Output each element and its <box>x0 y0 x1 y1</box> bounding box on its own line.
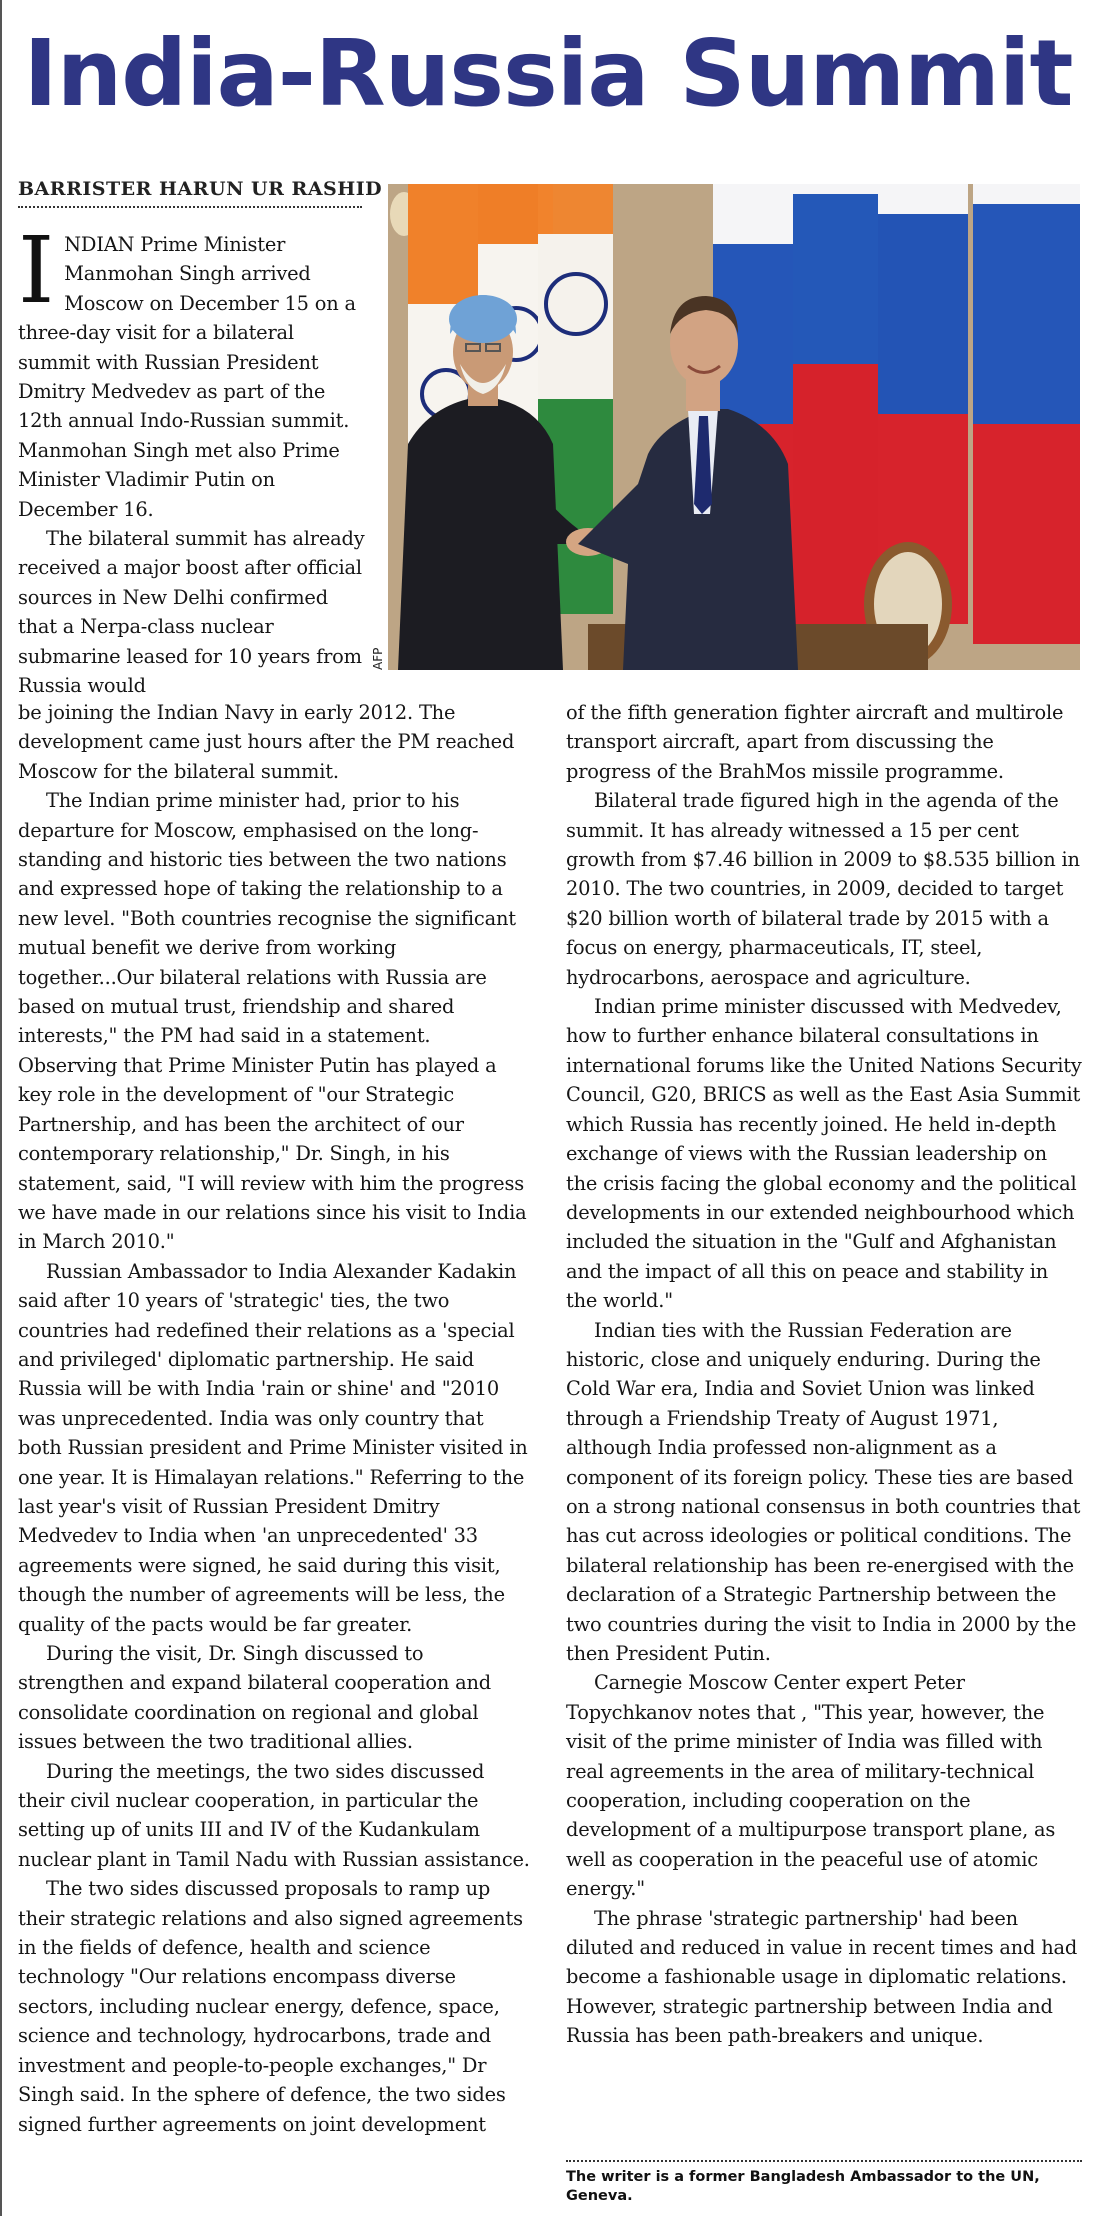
lead-text: NDIAN Prime Minister Manmohan Singh arrived Moscow on December 15 on a three-day visit for a bilateral summit with Russian President Dmitry Medvedev as part of the 12th annual Indo-Russian summit. Manmohan Singh met also Prime Minister Vladimir Putin on December 16. <box>18 233 356 521</box>
right-paragraph: Carnegie Moscow Center expert Peter Topychkanov notes that , "This year, however, the visit of the prime minister of India was filled with real agreements in the area of military-technical cooperation, including cooperation on the development of a multipurpose transport plane, as well as cooperation in the peaceful use of atomic energy." <box>566 1671 1056 1901</box>
headline: India-Russia Summit <box>23 20 1073 127</box>
left-paragraph: Russian Ambassador to India Alexander Kadakin said after 10 years of 'strategic' ties, the two countries had redefined their relations as a 'special and privileged' diplomatic partnership. He said Russia will be with India 'rain or shine' and "2010 was unprecedented. India was only country that both Russian president and Prime Minister visited in one year. It is Himalayan relations." Referring to the last year's visit of Russian President Dmitry Medvedev to India when 'an unprecedented' 33 agreements were signed, he said during this visit, though the number of agreements will be less, the quality of the pacts would be far greater. <box>18 1259 528 1636</box>
photo-credit: AFP <box>371 647 385 670</box>
left-paragraph: The Indian prime minister had, prior to his departure for Moscow, emphasised on the long-standing and historic ties between the two nations and expressed hope of taking the relationship to a new level. "Both countries recognise the significant mutual benefit we derive from working together...Our bilateral relations with Russia are based on mutual trust, friendship and shared interests," the PM had said in a statement. Observing that Prime Minister Putin has played a key role in the development of "our Strategic Partnership, and has been the architect of our contemporary relationship," Dr. Singh, in his statement, said, "I will review with him the progress we have made in our relations since his visit to India in March 2010." <box>18 789 527 1254</box>
left-paragraph: During the visit, Dr. Singh discussed to strengthen and expand bilateral cooperation and consolidate coordination on regional and global issues between the two traditional allies. <box>18 1642 492 1754</box>
lead-paragraph <box>18 217 370 524</box>
page-edge-rule <box>0 0 2 2216</box>
byline-divider <box>18 206 362 208</box>
left-paragraph: During the meetings, the two sides discussed their civil nuclear cooperation, in particular the setting up of units III and IV of the Kudankulam nuclear plant in Tamil Nadu with Russian assistance. <box>18 1759 530 1871</box>
article-left-top <box>18 217 370 701</box>
article-left-column <box>18 698 532 2139</box>
right-paragraph: of the fifth generation fighter aircraft and multirole transport aircraft, apart from discussing the progress of the BrahMos missile programme. <box>566 701 1064 783</box>
dropcap: I <box>18 217 55 324</box>
left-paragraph: be joining the Indian Navy in early 2012. The development came just hours after the PM reached Moscow for the bilateral summit. <box>18 701 515 783</box>
author-note: The writer is a former Bangladesh Ambassador to the UN, Geneva. <box>566 2169 1040 2204</box>
paragraph-2-start: The bilateral summit has already received a major boost after official sources in New Delhi confirmed that a Nerpa-class nuclear submarine leased for 10 years from Russia would <box>18 527 365 698</box>
right-paragraph: Bilateral trade figured high in the agenda of the summit. It has already witnessed a 15 per cent growth from $7.46 billion in 2009 to $8.535 billion in 2010. The two countries, in 2009, decided to target $20 billion worth of bilateral trade by 2015 with a focus on energy, pharmaceuticals, IT, steel, hydrocarbons, aerospace and agriculture. <box>566 789 1080 989</box>
right-paragraph: Indian ties with the Russian Federation are historic, close and uniquely enduring. During the Cold War era, India and Soviet Union was linked through a Friendship Treaty of August 1971, although India professed non-alignment as a component of its foreign policy. These ties are based on a strong national consensus in both countries that has cut across ideologies or political conditions. The bilateral relationship has been re-energised with the declaration of a Strategic Partnership between the two countries during the visit to India in 2000 by the then President Putin. <box>566 1318 1081 1665</box>
right-paragraph: The phrase 'strategic partnership' had been diluted and reduced in value in recent times and had become a fashionable usage in diplomatic relations. However, strategic partnership between India and Russia has been path-breakers and unique. <box>566 1906 1078 2048</box>
article-right-column <box>566 698 1082 2051</box>
summit-photo <box>388 184 1080 670</box>
right-paragraph: Indian prime minister discussed with Medvedev, how to further enhance bilateral consultations in international forums like the United Nations Security Council, G20, BRICS as well as the East Asia Summit which Russia has recently joined. He held in-depth exchange of views with the Russian leadership on the crisis facing the global economy and the political developments in our extended neighbourhood which included the situation in the "Gulf and Afghanistan and the impact of all this on peace and stability in the world." <box>566 995 1082 1313</box>
handshake-illustration <box>388 184 1080 670</box>
byline: BARRISTER HARUN UR RASHID <box>18 178 383 200</box>
left-paragraph: The two sides discussed proposals to ramp up their strategic relations and also signed agreements in the fields of defence, health and science technology "Our relations encompass diverse sectors, including nuclear energy, defence, space, science and technology, hydrocarbons, trade and investment and people-to-people exchanges," Dr Singh said. In the sphere of defence, the two sides signed further agreements on joint development <box>18 1877 523 2136</box>
footer-divider <box>566 2160 1082 2162</box>
